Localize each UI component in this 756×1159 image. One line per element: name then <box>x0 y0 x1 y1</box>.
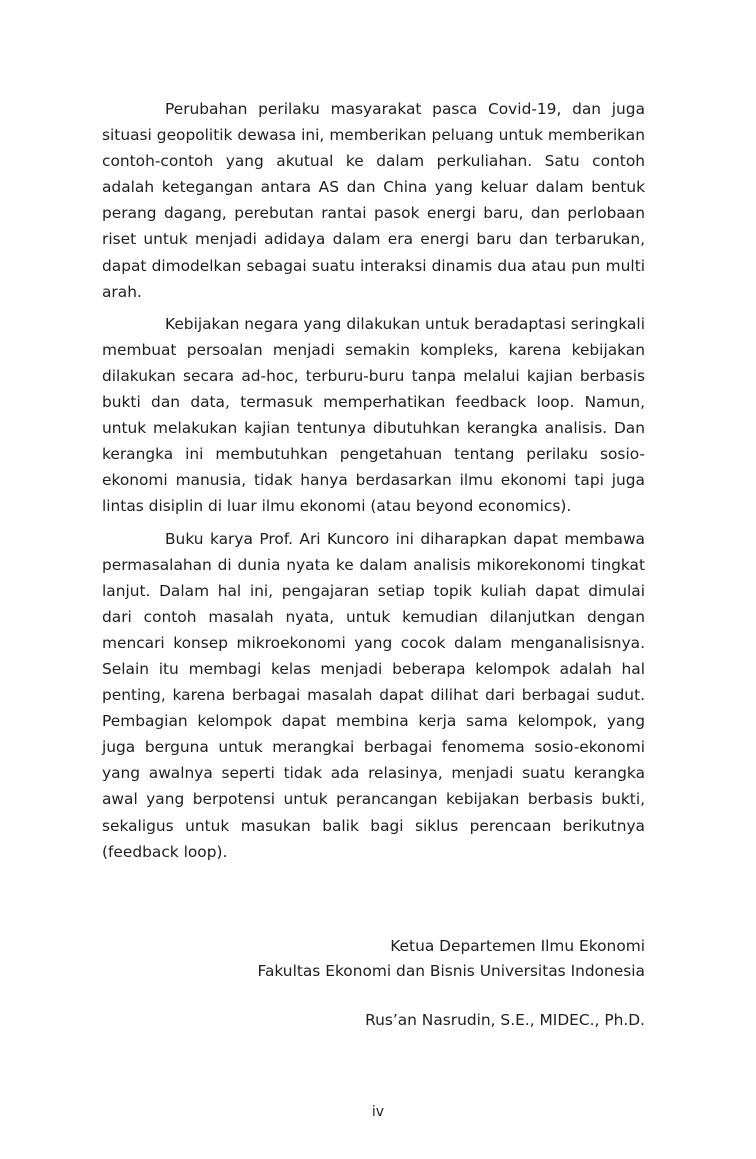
page-body <box>102 96 645 865</box>
paragraph-2 <box>102 311 645 520</box>
signature-block <box>258 934 646 1033</box>
signature-position: Ketua Departemen Ilmu Ekonomi <box>390 937 645 955</box>
paragraph-2-text: Kebijakan negara yang dilakukan untuk beradaptasi seringkali membuat persoalan menjadi semakin kompleks, karena kebijakan dilakukan secara ad-hoc, terburu-buru tanpa melalui kajian berbasis bukti dan data, termasuk memperhatikan feedback loop. Namun, untuk melakukan kajian tentunya dibutuhkan kerangka analisis. Dan kerangka ini membutuhkan pengetahuan tentang perilaku sosio-ekonomi manusia, tidak hanya berdasarkan ilmu ekonomi tapi juga lintas disiplin di luar ilmu ekonomi (atau beyond economics). <box>102 314 645 516</box>
signature-institution: Fakultas Ekonomi dan Bisnis Universitas Indonesia <box>257 962 645 980</box>
paragraph-3 <box>102 526 645 865</box>
paragraph-3-text: Buku karya Prof. Ari Kuncoro ini diharapkan dapat membawa permasalahan di dunia nyata ke dalam analisis mikorekonomi tingkat lanjut. Dalam hal ini, pengajaran setiap topik kuliah dapat dimulai dari contoh masalah nyata, untuk kemudian dilanjutkan dengan mencari konsep mikroekonomi yang cocok dalam menganalisisnya. Selain itu membagi kelas menjadi beberapa kelompok adalah hal penting, karena berbagai masalah dapat dilihat dari berbagai sudut. Pembagian kelompok dapat membina kerja sama kelompok, yang juga berguna untuk merangkai berbagai fenomema sosio-ekonomi yang awalnya seperti tidak ada relasinya, menjadi suatu kerangka awal yang berpotensi untuk perancangan kebijakan berbasis bukti, sekaligus untuk masukan balik bagi siklus perencaan berikutnya (feedback loop). <box>102 529 645 861</box>
page-number: iv <box>371 1104 385 1120</box>
paragraph-1 <box>102 96 645 305</box>
paragraph-1-text: Perubahan perilaku masyarakat pasca Covid-19, dan juga situasi geopolitik dewasa ini, memberikan peluang untuk memberikan contoh-contoh yang akutual ke dalam perkuliahan. Satu contoh adalah ketegangan antara AS dan China yang keluar dalam bentuk perang dagang, perebutan rantai pasok energi baru, dan perlobaan riset untuk menjadi adidaya dalam era energi baru dan terbarukan, dapat dimodelkan sebagai suatu interaksi dinamis dua atau pun multi arah. <box>102 100 645 301</box>
signature-name: Rus’an Nasrudin, S.E., MIDEC., Ph.D. <box>365 1011 645 1029</box>
